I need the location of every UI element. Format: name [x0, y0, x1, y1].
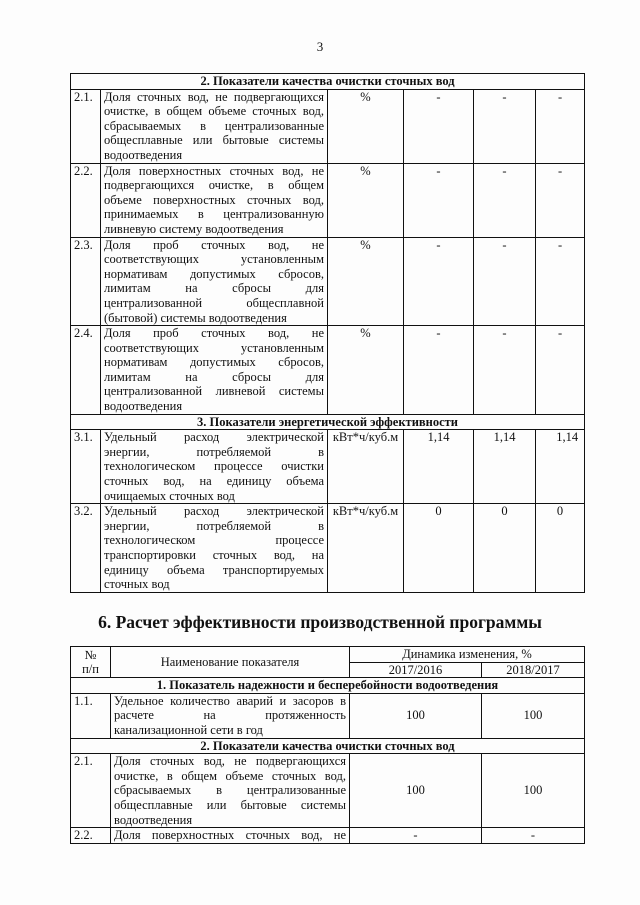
value-cell: 100: [350, 693, 482, 738]
table-row: [71, 828, 585, 844]
value-cell: -: [404, 163, 474, 237]
header-row: [71, 647, 585, 663]
value-cell: -: [404, 89, 474, 163]
value-cell: 100: [350, 754, 482, 828]
section-row: [71, 414, 585, 430]
section-title: 2. Показатели качества очистки сточных вод: [71, 738, 585, 754]
value-cell: 0: [474, 504, 536, 593]
unit-cell: %: [328, 237, 404, 326]
section-title: 2. Показатели качества очистки сточных вод: [71, 74, 585, 90]
row-number: 2.1.: [71, 754, 111, 828]
unit-cell: %: [328, 163, 404, 237]
value-cell: 1,14: [404, 430, 474, 504]
column-header-number: № п/п: [71, 647, 111, 678]
indicator-description: Доля сточных вод, не подвергающихся очистке, в общем объеме сточных вод, сбрасываемых в централизованные общесплавные или бытовые системы водоотведения: [111, 754, 350, 828]
row-number: 1.1.: [71, 693, 111, 738]
table-row: [71, 89, 585, 163]
section-title: 3. Показатели энергетической эффективности: [71, 414, 585, 430]
section-row: [71, 738, 585, 754]
value-cell: -: [404, 326, 474, 415]
section-title: 1. Показатель надежности и бесперебойности водоотведения: [71, 678, 585, 694]
value-cell: -: [536, 163, 585, 237]
column-header-name: Наименование показателя: [111, 647, 350, 678]
indicator-description: Удельный расход электрической энергии, потребляемой в технологическом процессе очистки сточных вод, на единицу объема очищаемых сточных вод: [101, 430, 328, 504]
value-cell: -: [482, 828, 585, 844]
table-row: [71, 237, 585, 326]
value-cell: -: [536, 326, 585, 415]
section-row: [71, 678, 585, 694]
value-cell: 0: [536, 504, 585, 593]
value-cell: -: [474, 326, 536, 415]
table-row: [71, 163, 585, 237]
indicators-table: [70, 73, 585, 593]
value-cell: 1,14: [536, 430, 585, 504]
table-row: [71, 326, 585, 415]
column-header-year: 2017/2016: [350, 662, 482, 678]
indicator-description: Доля поверхностных сточных вод, не: [111, 828, 350, 844]
unit-cell: %: [328, 326, 404, 415]
indicator-description: Удельный расход электрической энергии, потребляемой в технологическом процессе транспортировки сточных вод, на единицу объема транспортируемых сточных вод: [101, 504, 328, 593]
efficiency-table: [70, 646, 585, 844]
indicator-description: Доля сточных вод, не подвергающихся очистке, в общем объеме сточных вод, сбрасываемых в централизованные общесплавные или бытовые системы водоотведения: [101, 89, 328, 163]
table-row: [71, 430, 585, 504]
unit-cell: кВт*ч/куб.м: [328, 504, 404, 593]
page-number: 3: [316, 39, 324, 54]
section-heading: 6. Расчет эффективности производственной программы: [98, 612, 542, 632]
value-cell: 0: [404, 504, 474, 593]
table-row: [71, 693, 585, 738]
table-row: [71, 504, 585, 593]
indicator-description: Доля проб сточных вод, не соответствующих установленным нормативам допустимых сбросов, лимитам на сбросы для централизованной ливневой системы водоотведения: [101, 326, 328, 415]
row-number: 3.2.: [71, 504, 101, 593]
value-cell: -: [474, 89, 536, 163]
table-row: [71, 754, 585, 828]
row-number: 2.2.: [71, 163, 101, 237]
value-cell: -: [474, 237, 536, 326]
value-cell: -: [404, 237, 474, 326]
indicator-description: Доля проб сточных вод, не соответствующих установленным нормативам допустимых сбросов, лимитам на сбросы для централизованной общесплавной (бытовой) системы водоотведения: [101, 237, 328, 326]
value-cell: 1,14: [474, 430, 536, 504]
value-cell: -: [536, 89, 585, 163]
section-row: [71, 74, 585, 90]
row-number: 2.2.: [71, 828, 111, 844]
unit-cell: %: [328, 89, 404, 163]
row-number: 2.1.: [71, 89, 101, 163]
indicator-description: Доля поверхностных сточных вод, не подвергающихся очистке, в общем объеме поверхностных сточных вод, принимаемых в централизованную ливневую систему водоотведения: [101, 163, 328, 237]
row-number: 2.3.: [71, 237, 101, 326]
unit-cell: кВт*ч/куб.м: [328, 430, 404, 504]
value-cell: 100: [482, 693, 585, 738]
column-header-dynamics: Динамика изменения, %: [350, 647, 585, 663]
column-header-year: 2018/2017: [482, 662, 585, 678]
value-cell: -: [536, 237, 585, 326]
row-number: 2.4.: [71, 326, 101, 415]
row-number: 3.1.: [71, 430, 101, 504]
value-cell: 100: [482, 754, 585, 828]
value-cell: -: [474, 163, 536, 237]
indicator-description: Удельное количество аварий и засоров в расчете на протяженность канализационной сети в год: [111, 693, 350, 738]
value-cell: -: [350, 828, 482, 844]
